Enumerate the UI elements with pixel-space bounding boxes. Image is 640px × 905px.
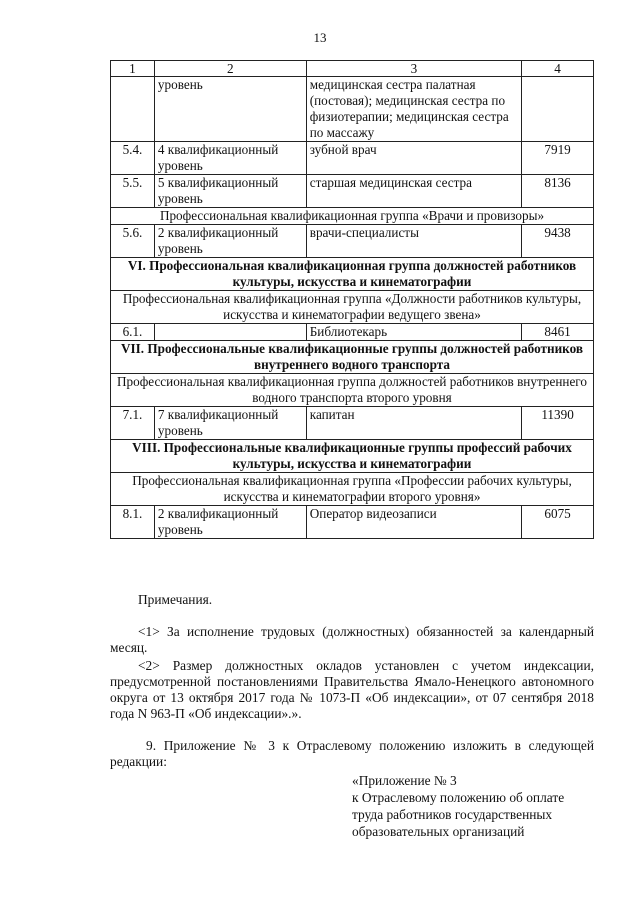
note-1 [110,624,594,656]
position-name: Оператор видеозаписи [306,506,521,539]
group-heading-row [111,291,594,324]
position-name: врачи-специалисты [306,225,521,258]
item-9-text: 9. Приложение № 3 к Отраслевому положению изложить в следующей редакции: [110,738,594,769]
qualification-level: 4 квалификационный уровень [154,142,306,175]
header-cell-3: 3 [306,61,521,77]
salary-value: 8136 [522,175,594,208]
section-heading-row [111,341,594,374]
qualification-level: уровень [154,77,306,142]
table-row [111,175,594,208]
group-heading: Профессиональная квалификационная группа «Должности работников культуры, искусства и кинематографии ведущего звена» [111,291,594,324]
table-header-row [111,61,594,77]
group-heading-row [111,208,594,225]
group-heading-row [111,374,594,407]
salary-value: 11390 [522,407,594,440]
table-row [111,324,594,341]
section-heading-row [111,440,594,473]
qualification-level: 2 квалификационный уровень [154,506,306,539]
salary-table [110,60,594,539]
note-1-text: <1> За исполнение трудовых (должностных) обязанностей за календарный месяц. [110,624,594,655]
section-heading: VIII. Профессиональные квалификационные группы профессий рабочих культуры, искусства и кинематографии [111,440,594,473]
group-heading: Профессиональная квалификационная группа должностей работников внутреннего водного транспорта второго уровня [111,374,594,407]
section-heading: VII. Профессиональные квалификационные группы должностей работников внутреннего водного транспорта [111,341,594,374]
section-heading-row [111,258,594,291]
group-heading: Профессиональная квалификационная группа «Профессии рабочих культуры, искусства и кинематографии второго уровня» [111,473,594,506]
row-number: 6.1. [111,324,155,341]
table-row [111,225,594,258]
salary-value [522,77,594,142]
table-row [111,506,594,539]
note-2-text: <2> Размер должностных окладов установлен с учетом индексации, предусмотренной постановлениями Правительства Ямало-Ненецкого автономного округа от 13 октября 2017 года № 1073-П «Об индексации», от 07 сентября 2018 года N 963-П «Об индексации».». [110,658,594,721]
salary-value: 7919 [522,142,594,175]
row-number: 8.1. [111,506,155,539]
row-number: 7.1. [111,407,155,440]
qualification-level: 5 квалификационный уровень [154,175,306,208]
position-name: Библиотекарь [306,324,521,341]
row-number: 5.6. [111,225,155,258]
salary-value: 6075 [522,506,594,539]
appendix-line-3: труда работников государственных [352,807,553,822]
appendix-line-4: образовательных организаций [352,824,525,839]
qualification-level: 7 квалификационный уровень [154,407,306,440]
row-number: 5.4. [111,142,155,175]
header-cell-4: 4 [522,61,594,77]
group-heading-row [111,473,594,506]
qualification-level: 2 квалификационный уровень [154,225,306,258]
page-number: 13 [313,30,327,45]
table-row [111,407,594,440]
position-name: капитан [306,407,521,440]
row-number: 5.5. [111,175,155,208]
item-9 [110,738,594,770]
appendix-heading [352,772,592,840]
appendix-line-2: к Отраслевому положению об оплате [352,790,565,805]
group-heading: Профессиональная квалификационная группа «Врачи и провизоры» [111,208,594,225]
position-name: медицинская сестра палатная (постовая); медицинская сестра по физиотерапии; медицинская сестра по массажу [306,77,521,142]
table-row [111,77,594,142]
note-2 [110,658,594,722]
header-cell-1: 1 [111,61,155,77]
appendix-line-1: «Приложение № 3 [352,773,457,788]
qualification-level [154,324,306,341]
notes-title: Примечания. [138,592,213,607]
table-row [111,142,594,175]
position-name: старшая медицинская сестра [306,175,521,208]
position-name: зубной врач [306,142,521,175]
section-heading: VI. Профессиональная квалификационная группа должностей работников культуры, искусства и кинематографии [111,258,594,291]
header-cell-2: 2 [154,61,306,77]
salary-value: 8461 [522,324,594,341]
row-number [111,77,155,142]
salary-value: 9438 [522,225,594,258]
